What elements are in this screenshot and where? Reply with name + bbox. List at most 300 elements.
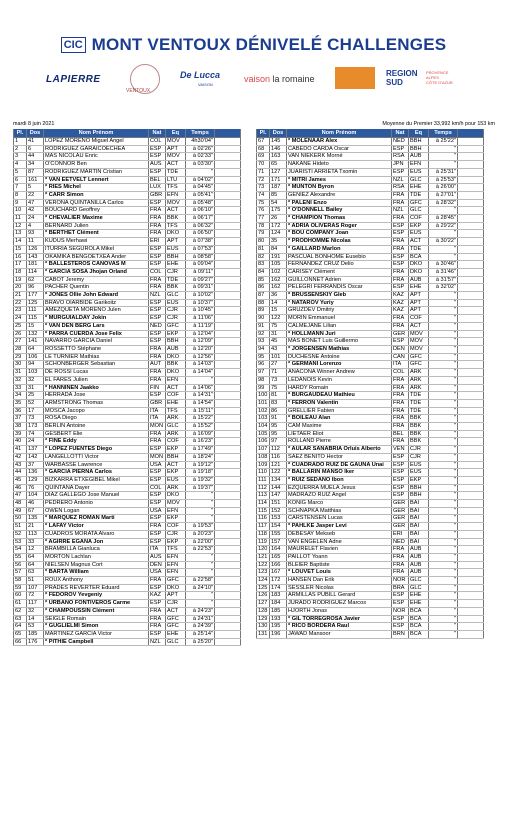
cell-nat: DEN xyxy=(392,345,409,353)
cell-extra xyxy=(458,369,484,377)
cell-extra xyxy=(215,615,241,623)
cell-pl: 111 xyxy=(257,476,270,484)
cell-extra xyxy=(215,261,241,269)
cell-time: " xyxy=(429,315,458,323)
table-row xyxy=(257,238,484,246)
cell-eq: GFC xyxy=(409,199,429,207)
cell-time: à 25'14" xyxy=(186,631,215,639)
cell-dos: 125 xyxy=(27,299,44,307)
cell-time: " xyxy=(429,376,458,384)
cell-name: * FINE Eddy xyxy=(44,438,149,446)
cell-eq: TDE xyxy=(166,276,186,284)
cell-nat: FIN xyxy=(149,384,166,392)
cell-pl: 62 xyxy=(14,607,27,615)
cell-nat: ESP xyxy=(392,261,409,269)
cell-nat: FRA xyxy=(149,369,166,377)
cell-eq: TDE xyxy=(166,168,186,176)
cell-name: ROUX Anthony xyxy=(44,577,149,585)
cell-name: ROSA Diego xyxy=(44,415,149,423)
cell-dos: 67 xyxy=(27,507,44,515)
cell-name: PELEGRI FERRANDIS Oscar xyxy=(287,284,392,292)
cell-dos: 171 xyxy=(270,176,287,184)
cell-nat: ESP xyxy=(149,446,166,454)
cell-nat: GBR xyxy=(149,399,166,407)
results-table-right xyxy=(256,129,484,639)
cell-name: ARMSTRONG Thomas xyxy=(44,399,149,407)
cell-extra xyxy=(215,577,241,585)
cell-time: " xyxy=(429,577,458,585)
table-row xyxy=(257,276,484,284)
cell-nat: ESP xyxy=(392,600,409,608)
cell-eq: DKO xyxy=(409,268,429,276)
cell-dos: 116 xyxy=(270,453,287,461)
cell-extra xyxy=(458,461,484,469)
cell-name: SAEZ BENITO Hector xyxy=(287,453,392,461)
cell-dos: 122 xyxy=(270,315,287,323)
cell-dos: 145 xyxy=(270,138,287,146)
cell-nat: FRA xyxy=(392,546,409,554)
cell-eq: TDE xyxy=(409,191,429,199)
cell-time: " xyxy=(429,299,458,307)
cell-extra xyxy=(458,376,484,384)
cell-dos: 191 xyxy=(270,253,287,261)
cell-eq: ARK xyxy=(409,384,429,392)
cell-eq: APT xyxy=(409,292,429,300)
cell-pl: 121 xyxy=(257,553,270,561)
cell-nat: FRA xyxy=(149,345,166,353)
table-row xyxy=(14,230,241,238)
cell-nat: ESP xyxy=(149,584,166,592)
cell-time: " xyxy=(429,561,458,569)
cell-name: HERRADA Jose xyxy=(44,392,149,400)
cell-pl: 15 xyxy=(14,245,27,253)
cell-name: OKAMIKA BENGOETXEA Ander xyxy=(44,253,149,261)
table-row xyxy=(257,631,484,639)
col-header-nat: Nat xyxy=(392,129,409,138)
cell-extra xyxy=(458,161,484,169)
cell-dos: 24 xyxy=(27,438,44,446)
col-header-time: Temps xyxy=(186,129,215,138)
cell-name: QUINTANA Dayer xyxy=(44,484,149,492)
cell-extra xyxy=(215,561,241,569)
cell-extra xyxy=(458,230,484,238)
cell-extra xyxy=(458,623,484,631)
cell-time: " xyxy=(429,476,458,484)
cell-time: " xyxy=(429,631,458,639)
cell-extra xyxy=(458,176,484,184)
cell-nat: AUS xyxy=(149,553,166,561)
cell-extra xyxy=(458,299,484,307)
cell-extra xyxy=(458,361,484,369)
cell-extra xyxy=(458,423,484,431)
cell-nat: ESP xyxy=(392,469,409,477)
cell-extra xyxy=(215,307,241,315)
table-row xyxy=(257,268,484,276)
cic-logo: CIC xyxy=(61,37,86,53)
cell-pl: 89 xyxy=(257,307,270,315)
cell-pl: 29 xyxy=(14,353,27,361)
cell-name: * GAILLARD Marlon xyxy=(287,245,392,253)
cell-time: à 31'57" xyxy=(429,276,458,284)
cell-extra xyxy=(215,176,241,184)
cell-pl: 49 xyxy=(14,507,27,515)
cell-pl: 91 xyxy=(257,322,270,330)
table-row xyxy=(14,207,241,215)
cell-eq: ACT xyxy=(166,461,186,469)
cell-pl: 74 xyxy=(257,191,270,199)
cell-pl: 82 xyxy=(257,253,270,261)
cell-name: * MUNTON Byron xyxy=(287,184,392,192)
cell-time: " xyxy=(429,446,458,454)
cell-time: " xyxy=(186,553,215,561)
cell-time: " xyxy=(186,500,215,508)
cell-nat: COL xyxy=(392,369,409,377)
cell-pl: 34 xyxy=(14,392,27,400)
cell-name: GESBERT Elie xyxy=(44,430,149,438)
cell-time: à 22'00" xyxy=(186,538,215,546)
cell-dos: 142 xyxy=(27,453,44,461)
cell-eq: GLC xyxy=(409,577,429,585)
table-row xyxy=(14,584,241,592)
cell-extra xyxy=(215,538,241,546)
cell-extra xyxy=(458,523,484,531)
cell-pl: 107 xyxy=(257,446,270,454)
cell-pl: 52 xyxy=(14,530,27,538)
cell-nat: FRA xyxy=(149,523,166,531)
cell-pl: 38 xyxy=(14,423,27,431)
cell-extra xyxy=(458,399,484,407)
cell-extra xyxy=(215,253,241,261)
cell-nat: BRN xyxy=(392,631,409,639)
cell-pl: 26 xyxy=(14,330,27,338)
cell-pl: 117 xyxy=(257,523,270,531)
cell-extra xyxy=(215,584,241,592)
cell-extra xyxy=(215,284,241,292)
cell-nat: ESP xyxy=(392,592,409,600)
cell-nat: VEN xyxy=(392,446,409,454)
cell-time: " xyxy=(429,369,458,377)
cell-name: * ADRIA OLIVERAS Roger xyxy=(287,222,392,230)
cell-time: " xyxy=(429,438,458,446)
cell-dos: 62 xyxy=(27,276,44,284)
cell-time: " xyxy=(429,307,458,315)
cell-extra xyxy=(458,430,484,438)
table-row xyxy=(257,561,484,569)
cell-name: DIAZ GALLEGO Jose Manuel xyxy=(44,492,149,500)
cell-pl: 92 xyxy=(257,330,270,338)
cell-nat: FRA xyxy=(392,553,409,561)
cell-name: * PITHIE Campbell xyxy=(44,638,149,646)
cell-dos: 136 xyxy=(27,469,44,477)
cell-pl: 72 xyxy=(257,176,270,184)
vaucluse-logo-icon xyxy=(335,67,375,89)
cell-name: * GARCIA SOSA Jhojan Orland xyxy=(44,268,149,276)
cell-extra xyxy=(458,631,484,639)
cell-pl: 97 xyxy=(257,369,270,377)
cell-pl: 112 xyxy=(257,484,270,492)
cell-nat: ESP xyxy=(149,392,166,400)
table-row xyxy=(257,307,484,315)
results-table-left xyxy=(13,129,241,646)
cell-name: DE ROSSI Lucas xyxy=(44,369,149,377)
cell-eq: GFC xyxy=(166,322,186,330)
cell-dos: 36 xyxy=(270,292,287,300)
cell-extra xyxy=(458,138,484,146)
cell-name: NAKANE Hideto xyxy=(287,161,392,169)
cell-extra xyxy=(215,484,241,492)
cell-eq: AUB xyxy=(409,546,429,554)
cell-eq: GFC xyxy=(166,615,186,623)
vaison-name: vaison xyxy=(244,74,271,84)
table-row xyxy=(257,423,484,431)
cell-nat: GER xyxy=(392,507,409,515)
cell-eq: EHE xyxy=(409,184,429,192)
cell-eq: ACT xyxy=(166,607,186,615)
cell-nat: ITA xyxy=(149,407,166,415)
table-row xyxy=(14,199,241,207)
cell-name: CALMEJANE Lilian xyxy=(287,322,392,330)
cell-nat: ESP xyxy=(149,530,166,538)
cell-eq: GFC xyxy=(166,577,186,585)
cell-dos: 85 xyxy=(270,191,287,199)
cell-dos: 63 xyxy=(27,569,44,577)
cell-pl: 1 xyxy=(14,138,27,146)
cell-dos: 14 xyxy=(27,615,44,623)
cell-name: * FERRON Valentin xyxy=(287,399,392,407)
table-row xyxy=(257,230,484,238)
cell-nat: ESP xyxy=(392,476,409,484)
cell-dos: 47 xyxy=(27,199,44,207)
cell-name: * RICO BORDERA Raul xyxy=(287,623,392,631)
cell-pl: 42 xyxy=(14,453,27,461)
table-row xyxy=(14,353,241,361)
cell-nat: NED xyxy=(392,538,409,546)
table-row xyxy=(14,577,241,585)
cell-nat: ESP xyxy=(392,623,409,631)
cell-time: " xyxy=(186,600,215,608)
cell-dos: 27 xyxy=(270,361,287,369)
cell-dos: 72 xyxy=(27,592,44,600)
cell-nat: GER xyxy=(392,500,409,508)
cell-time: " xyxy=(429,507,458,515)
cell-pl: 55 xyxy=(14,553,27,561)
table-row xyxy=(14,176,241,184)
cell-name: BRAMBILLA Gianluca xyxy=(44,546,149,554)
table-row xyxy=(14,138,241,146)
cell-name: SCHÖNBERGER Sebastian xyxy=(44,361,149,369)
cell-name: CAM Maxime xyxy=(287,423,392,431)
cell-name: GRELLIER Fabien xyxy=(287,407,392,415)
cell-dos: 105 xyxy=(270,261,287,269)
cell-time: à 10'02" xyxy=(186,292,215,300)
cell-name: * MARQUEZ ROMAN Marti xyxy=(44,515,149,523)
cell-extra xyxy=(458,592,484,600)
cell-time: à 07'53" xyxy=(186,245,215,253)
cell-eq: TFS xyxy=(166,222,186,230)
cell-name: BIZKARRA ETXEGIBEL Mikel xyxy=(44,476,149,484)
cell-eq: EUS xyxy=(166,476,186,484)
table-row xyxy=(257,453,484,461)
cell-time: à 02'26" xyxy=(186,145,215,153)
cell-pl: 116 xyxy=(257,515,270,523)
cell-pl: 10 xyxy=(14,207,27,215)
cell-eq: ARK xyxy=(409,369,429,377)
col-header-extra xyxy=(215,129,241,138)
cell-eq: BCA xyxy=(409,631,429,639)
cell-time: " xyxy=(429,553,458,561)
cell-nat: FRA xyxy=(149,577,166,585)
cell-pl: 23 xyxy=(14,307,27,315)
cell-name: CABOT Jeremy xyxy=(44,276,149,284)
cell-pl: 2 xyxy=(14,145,27,153)
table-row xyxy=(257,284,484,292)
table-row xyxy=(257,569,484,577)
cell-time: " xyxy=(429,253,458,261)
cell-extra xyxy=(215,631,241,639)
col-header-pl: Pl. xyxy=(14,129,27,138)
cell-time: à 12'04" xyxy=(186,330,215,338)
cell-eq: EUS xyxy=(409,168,429,176)
cell-nat: ESP xyxy=(392,253,409,261)
cell-dos: 167 xyxy=(270,569,287,577)
cell-dos: 165 xyxy=(270,553,287,561)
cell-time: à 15'22" xyxy=(186,415,215,423)
table-row xyxy=(14,423,241,431)
cell-time: à 12'09" xyxy=(186,338,215,346)
cell-name: * RIES Michel xyxy=(44,184,149,192)
cell-nat: FRA xyxy=(149,353,166,361)
cell-pl: 27 xyxy=(14,338,27,346)
cell-nat: FRA xyxy=(392,399,409,407)
cell-time: à 14'31" xyxy=(186,392,215,400)
cell-eq: ARK xyxy=(166,484,186,492)
table-row xyxy=(14,145,241,153)
cell-dos: 75 xyxy=(270,322,287,330)
cell-nat: GER xyxy=(392,523,409,531)
cell-nat: FRA xyxy=(392,415,409,423)
cell-eq: EUS xyxy=(409,461,429,469)
cell-nat: NZL xyxy=(149,292,166,300)
cell-extra xyxy=(215,268,241,276)
table-row xyxy=(14,299,241,307)
cell-nat: COL xyxy=(149,138,166,146)
cell-name: MORTON Lachlan xyxy=(44,553,149,561)
cell-nat: USA xyxy=(149,461,166,469)
cell-pl: 48 xyxy=(14,500,27,508)
cell-eq: AUB xyxy=(409,153,429,161)
cell-nat: AUS xyxy=(149,161,166,169)
cell-time: " xyxy=(429,161,458,169)
cell-nat: ESP xyxy=(392,484,409,492)
col-header-nat: Nat xyxy=(149,129,166,138)
delucca-logo: De Lucca xyxy=(180,70,221,80)
cell-name: BERLIN Antoine xyxy=(44,423,149,431)
cell-nat: ESP xyxy=(149,199,166,207)
cell-nat: FRA xyxy=(149,222,166,230)
cell-eq: BBH xyxy=(409,138,429,146)
cell-time: à 09'31" xyxy=(186,284,215,292)
cell-dos: 64 xyxy=(27,553,44,561)
cell-dos: 17 xyxy=(27,407,44,415)
cell-dos: 176 xyxy=(27,638,44,646)
table-row xyxy=(257,592,484,600)
cell-extra xyxy=(215,276,241,284)
cell-extra xyxy=(458,469,484,477)
page-title: MONT VENTOUX DÉNIVELÉ CHALLENGES xyxy=(91,35,447,54)
table-row xyxy=(257,461,484,469)
cell-nat: MON xyxy=(149,423,166,431)
cell-dos: 33 xyxy=(27,538,44,546)
cell-nat: USA xyxy=(149,569,166,577)
cell-name: * URBANO FONTIVEROS Carme xyxy=(44,600,149,608)
cell-nat: JPN xyxy=(392,161,409,169)
cell-nat: FRA xyxy=(392,376,409,384)
cell-time: à 19'37" xyxy=(186,484,215,492)
cell-nat: MON xyxy=(149,453,166,461)
cell-name: ANACONA Winner Andrew xyxy=(287,369,392,377)
cell-nat: DEN xyxy=(149,561,166,569)
cell-pl: 84 xyxy=(257,268,270,276)
cell-dos: 102 xyxy=(270,268,287,276)
cell-dos: 151 xyxy=(270,500,287,508)
cell-name: EZQUERRA MUELA Jesus xyxy=(287,484,392,492)
cell-time: à 24'31" xyxy=(186,615,215,623)
cell-name: VAN NIEKERK Morné xyxy=(287,153,392,161)
cell-eq: EHE xyxy=(409,592,429,600)
cell-dos: 75 xyxy=(270,384,287,392)
cell-pl: 99 xyxy=(257,384,270,392)
cell-time: " xyxy=(429,484,458,492)
cell-extra xyxy=(215,607,241,615)
table-row xyxy=(257,353,484,361)
cell-eq: EUS xyxy=(409,469,429,477)
cell-pl: 56 xyxy=(14,561,27,569)
cell-extra xyxy=(458,438,484,446)
table-row xyxy=(257,507,484,515)
cell-pl: 95 xyxy=(257,353,270,361)
cell-name: FERNANDEZ CRUZ Delio xyxy=(287,261,392,269)
cell-dos: 146 xyxy=(270,145,287,153)
cell-extra xyxy=(215,638,241,646)
cell-pl: 28 xyxy=(14,345,27,353)
region-sud-sub: PROVENCE ALPES CÔTE D'AZUR xyxy=(426,70,453,85)
cell-name: JAWAD Mansoor xyxy=(287,631,392,639)
cell-name: * JORGENSEN Mathias xyxy=(287,345,392,353)
table-row xyxy=(14,330,241,338)
cell-dos: 155 xyxy=(270,530,287,538)
cell-time: à 06'32" xyxy=(186,222,215,230)
cell-pl: 122 xyxy=(257,561,270,569)
cell-pl: 16 xyxy=(14,253,27,261)
cell-dos: 73 xyxy=(27,415,44,423)
cell-extra xyxy=(215,623,241,631)
cell-nat: NOR xyxy=(392,577,409,585)
table-row xyxy=(14,592,241,600)
cell-pl: 63 xyxy=(14,615,27,623)
cell-pl: 18 xyxy=(14,268,27,276)
cell-time: à 31'46" xyxy=(429,268,458,276)
table-row xyxy=(257,261,484,269)
table-row xyxy=(14,469,241,477)
cell-eq: COF xyxy=(409,315,429,323)
cell-name: LE TURNIER Mathias xyxy=(44,353,149,361)
table-row xyxy=(257,315,484,323)
cell-dos: 134 xyxy=(270,476,287,484)
table-row xyxy=(14,153,241,161)
cell-dos: 43 xyxy=(270,345,287,353)
vaison-logo xyxy=(244,74,315,84)
cell-eq: EFN xyxy=(166,191,186,199)
